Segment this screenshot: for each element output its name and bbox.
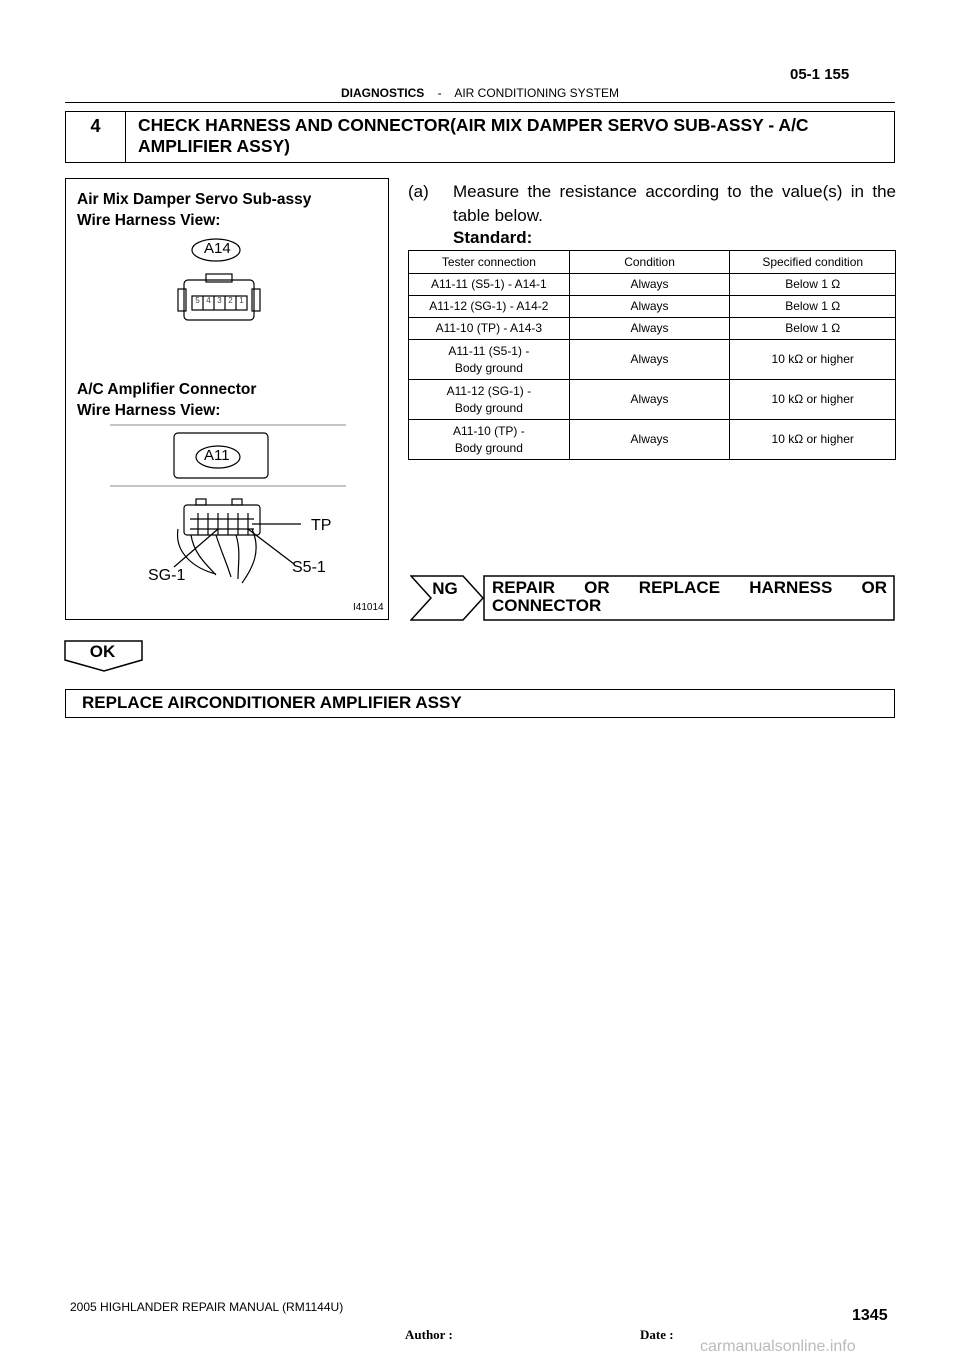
amplifier-connector-title [77, 379, 256, 421]
cell-condition: Always [569, 380, 730, 420]
cell-condition: Always [569, 296, 730, 318]
page-number: 05-1 155 [790, 66, 850, 83]
tp-callout: TP [311, 517, 332, 534]
figure-id: I41014 [353, 602, 384, 613]
cell-spec: 10 kΩ or higher [730, 380, 896, 420]
page-header [0, 86, 960, 100]
header-section: DIAGNOSTICS [340, 86, 425, 100]
header-rule [65, 102, 895, 103]
conn-text: A11-11 (S5-1) - A14-1 [431, 277, 547, 291]
replace-text: REPLACE AIRCONDITIONER AMPLIFIER ASSY [82, 693, 462, 712]
pin-5: 5 [195, 296, 200, 305]
author-label: Author : [405, 1327, 453, 1342]
ng-label: NG [432, 579, 458, 598]
conn-text-2: Body ground [454, 400, 523, 415]
date-label: Date : [640, 1327, 674, 1342]
cell-condition: Always [569, 340, 730, 380]
header-subsection: AIR CONDITIONING SYSTEM [454, 86, 620, 100]
sg-callout: SG-1 [148, 567, 186, 584]
conn-text-2: Body ground [454, 360, 523, 375]
ng-branch [410, 575, 895, 621]
table-row [409, 318, 896, 340]
standard-label: Standard: [453, 228, 533, 247]
footer-manual: 2005 HIGHLANDER REPAIR MANUAL (RM1144U) [70, 1300, 344, 1314]
table-row [409, 296, 896, 318]
col-header-connection: Tester connection [409, 251, 570, 274]
table-row [409, 274, 896, 296]
table-row [409, 340, 896, 380]
cell-spec: Below 1 Ω [730, 274, 896, 296]
cell-connection [409, 380, 570, 420]
connector-illustration [65, 178, 389, 620]
cell-condition: Always [569, 318, 730, 340]
col-header-condition: Condition [569, 251, 730, 274]
amp-title-line1: A/C Amplifier Connector [77, 381, 257, 398]
conn-text: A11-10 (TP) - [452, 423, 525, 438]
cell-spec: Below 1 Ω [730, 318, 896, 340]
amp-title-line2: Wire Harness View: [77, 402, 221, 419]
ok-label: OK [89, 642, 116, 661]
instruction-text: Measure the resistance according to the value(s) in the table below. [453, 182, 896, 225]
cell-connection [409, 340, 570, 380]
header-separator: - [437, 86, 442, 100]
a11-connector [178, 499, 260, 583]
ng-action-text: REPAIR OR REPLACE HARNESS OR CONNECTOR [492, 578, 887, 615]
cell-condition: Always [569, 420, 730, 460]
a14-label: A14 [204, 240, 231, 257]
table-row [409, 380, 896, 420]
cell-connection [409, 318, 570, 340]
a11-label: A11 [204, 447, 230, 464]
conn-text: A11-12 (SG-1) - A14-2 [429, 299, 549, 313]
conn-text: A11-12 (SG-1) - [446, 383, 532, 398]
spec-table [408, 250, 896, 460]
table-row [409, 420, 896, 460]
pin-3: 3 [217, 296, 222, 305]
cell-connection [409, 296, 570, 318]
conn-text-2: Body ground [454, 440, 523, 455]
cell-spec: 10 kΩ or higher [730, 340, 896, 380]
step-title: CHECK HARNESS AND CONNECTOR(AIR MIX DAMPER SERVO SUB-ASSY - A/C AMPLIFIER ASSY) [138, 115, 809, 156]
page-total: 1345 [852, 1307, 888, 1324]
replace-box [65, 689, 895, 718]
a14-pin-numbers [192, 296, 247, 310]
step-number: 4 [66, 112, 126, 162]
table-header-row [409, 251, 896, 274]
conn-text: A11-10 (TP) - A14-3 [435, 321, 543, 335]
cell-condition: Always [569, 274, 730, 296]
watermark: carmanualsonline.info [700, 1338, 856, 1355]
cell-spec: 10 kΩ or higher [730, 420, 896, 460]
pin-1: 1 [239, 296, 244, 305]
conn-text: A11-11 (S5-1) - [448, 343, 530, 358]
col-header-spec: Specified condition [730, 251, 896, 274]
step-box [65, 111, 895, 163]
cell-connection [409, 420, 570, 460]
cell-spec: Below 1 Ω [730, 296, 896, 318]
instruction-label: (a) [408, 182, 429, 201]
s5-callout: S5-1 [292, 559, 326, 576]
servo-title-line1: Air Mix Damper Servo Sub-assy [77, 191, 312, 208]
cell-connection [409, 274, 570, 296]
servo-title-line2: Wire Harness View: [77, 212, 221, 229]
pin-2: 2 [228, 296, 233, 305]
pin-4: 4 [206, 296, 211, 305]
